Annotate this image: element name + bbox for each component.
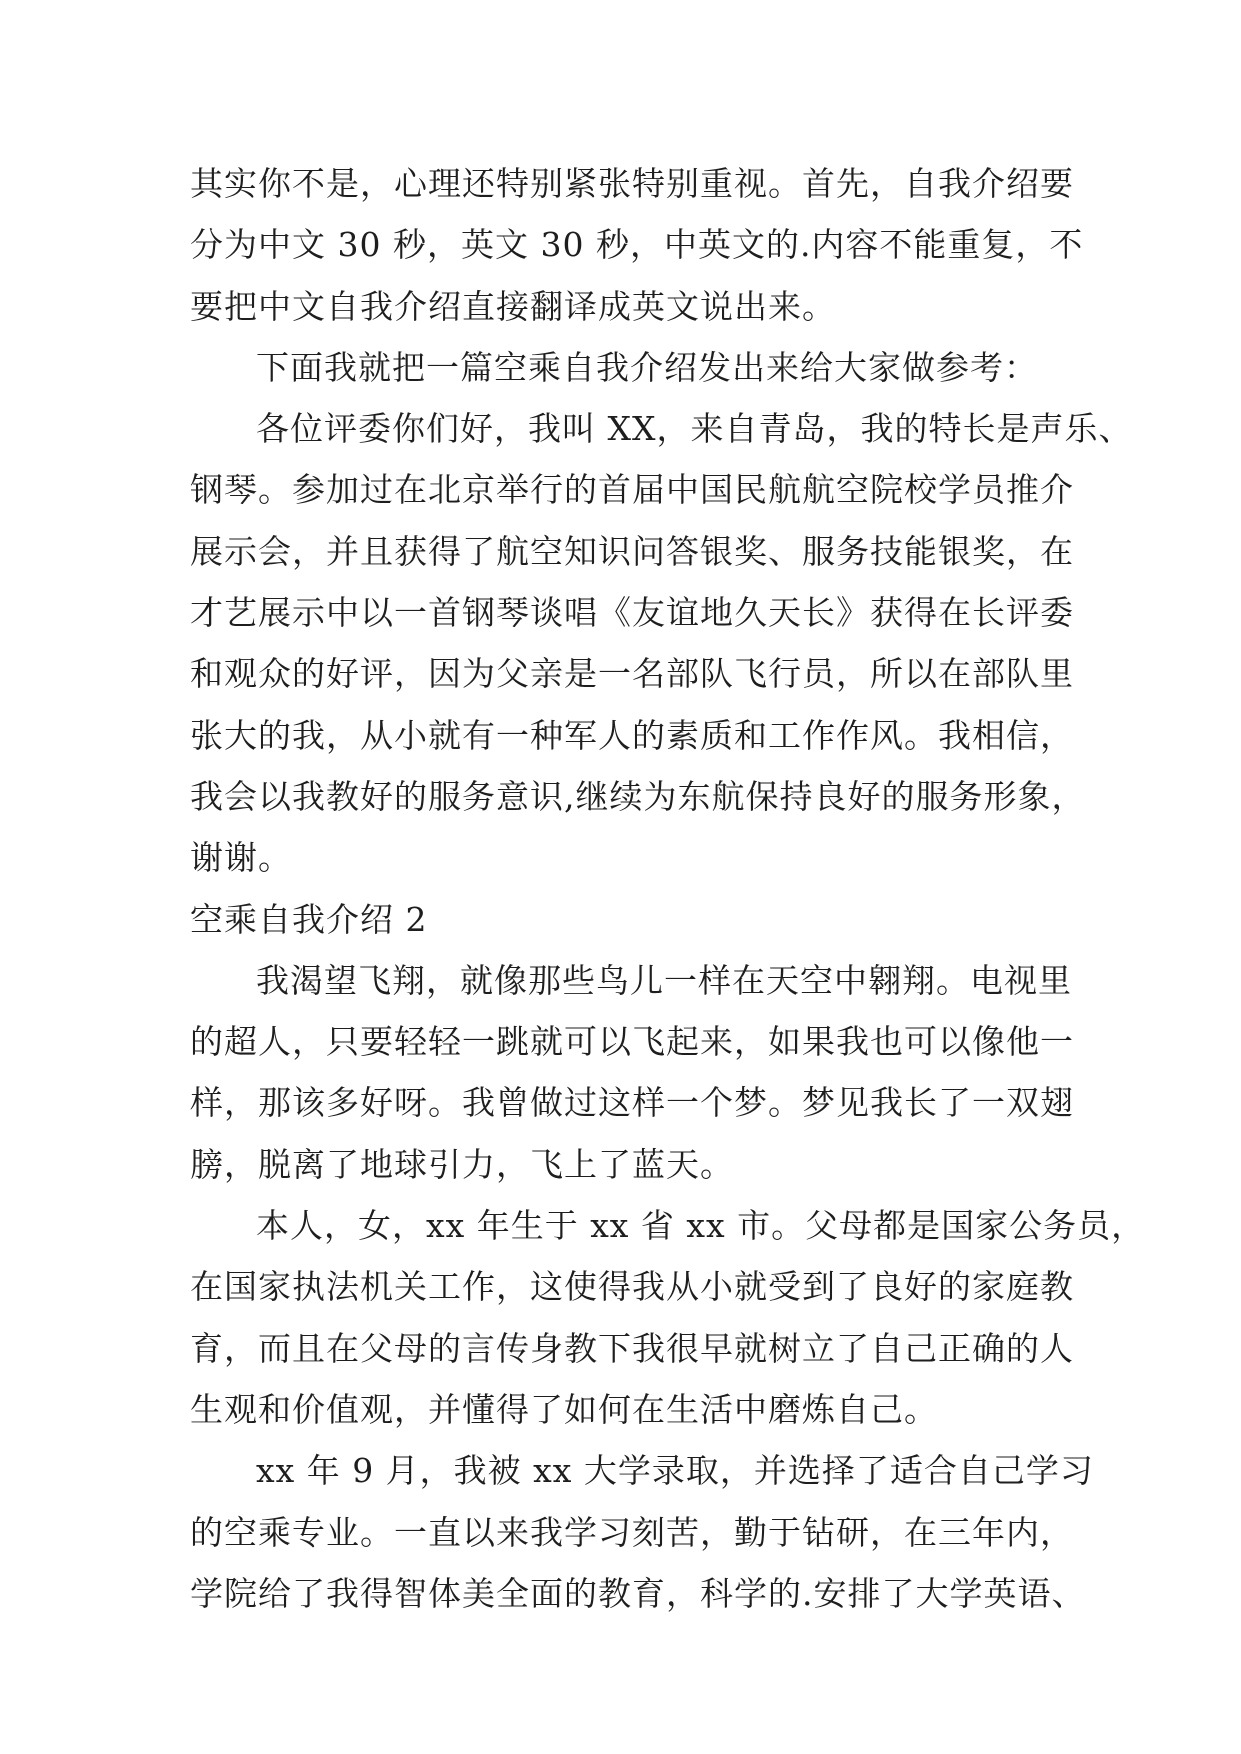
text-line: 育，而且在父母的言传身教下我很早就树立了自己正确的人 bbox=[190, 1328, 1074, 1368]
text-line: 其实你不是，心理还特别紧张特别重视。首先，自我介绍要 bbox=[190, 164, 1074, 203]
text-line: xx 年 9 月，我被 xx 大学录取，并选择了适合自己学习 bbox=[256, 1451, 1094, 1491]
text-line: 各位评委你们好，我叫 XX，来自青岛，我的特长是声乐、 bbox=[256, 409, 1133, 449]
text-line: 张大的我，从小就有一种军人的素质和工作作风。我相信， bbox=[190, 715, 1074, 755]
text-line: 谢谢。 bbox=[190, 838, 292, 878]
text-line: 的超人，只要轻轻一跳就可以飞起来，如果我也可以像他一 bbox=[190, 1022, 1074, 1062]
text-line: 我会以我教好的服务意识,继续为东航保持良好的服务形象， bbox=[190, 776, 1086, 816]
text-line: 和观众的好评，因为父亲是一名部队飞行员，所以在部队里 bbox=[190, 654, 1074, 694]
text-line: 学院给了我得智体美全面的教育，科学的.安排了大学英语、 bbox=[190, 1573, 1086, 1613]
text-line: 我渴望飞翔，就像那些鸟儿一样在天空中翱翔。电视里 bbox=[256, 960, 1072, 1000]
text-line: 才艺展示中以一首钢琴谈唱《友谊地久天长》获得在长评委 bbox=[190, 593, 1074, 633]
text-line: 钢琴。参加过在北京举行的首届中国民航航空院校学员推介 bbox=[190, 470, 1074, 510]
section-heading: 空乘自我介绍 2 bbox=[190, 899, 428, 939]
text-line: 膀，脱离了地球引力，飞上了蓝天。 bbox=[190, 1144, 734, 1184]
text-line: 本人，女，xx 年生于 xx 省 xx 市。父母都是国家公务员， bbox=[256, 1206, 1146, 1246]
text-line: 的空乘专业。一直以来我学习刻苦，勤于钻研，在三年内， bbox=[190, 1512, 1074, 1552]
text-line: 下面我就把一篇空乘自我介绍发出来给大家做参考： bbox=[256, 347, 1038, 387]
text-line: 展示会，并且获得了航空知识问答银奖、服务技能银奖，在 bbox=[190, 531, 1074, 571]
body-text bbox=[190, 153, 1146, 1624]
text-line: 在国家执法机关工作，这使得我从小就受到了良好的家庭教 bbox=[190, 1267, 1074, 1307]
text-line: 要把中文自我介绍直接翻译成英文说出来。 bbox=[190, 286, 836, 326]
text-line: 分为中文 30 秒，英文 30 秒，中英文的.内容不能重复，不 bbox=[190, 225, 1084, 265]
text-line: 生观和价值观，并懂得了如何在生活中磨炼自己。 bbox=[190, 1389, 938, 1429]
text-line: 样，那该多好呀。我曾做过这样一个梦。梦见我长了一双翅 bbox=[190, 1083, 1074, 1123]
